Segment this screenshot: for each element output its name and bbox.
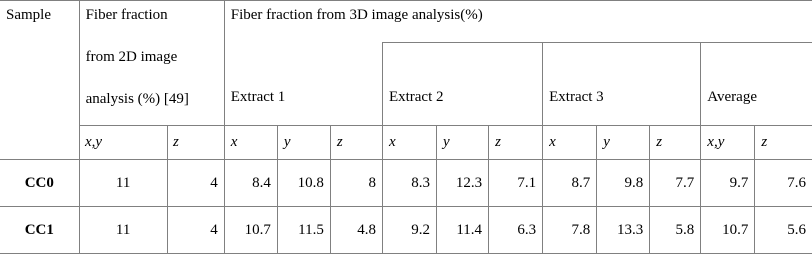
extract-3-y-value: 13.3 [597,207,650,254]
extract-3-label: Extract 3 [549,89,604,105]
extract-1-x-value: 10.7 [224,207,277,254]
sample-header [0,1,79,160]
extract-2-z-value: 6.3 [489,207,543,254]
two-d-xy-value: 11 [79,207,167,254]
two-d-xy-header: x,y [85,134,103,150]
extract-3-x-value: 8.7 [543,160,597,207]
extract-3-z-value: 7.7 [650,160,701,207]
extract-2-y-header: y [437,126,489,160]
two-d-z-value: 4 [167,160,224,207]
extract-2-z-value: 7.1 [489,160,543,207]
extract-3-x-value: 7.8 [543,207,597,254]
two-d-axis-divider [167,125,168,159]
fiber-3d-header [224,1,812,43]
table-row [0,207,812,254]
two-d-xy-value: 11 [79,160,167,207]
average-z-value: 7.6 [755,160,812,207]
extract-1-z-value: 8 [330,160,382,207]
average-z-value: 5.6 [755,207,812,254]
extract-2-x-header: x [382,126,436,160]
extract-3-z-header: z [650,126,701,160]
extract-1-z-value: 4.8 [330,207,382,254]
two-d-z-header: z [173,134,179,150]
average-label: Average [707,89,757,105]
extract-1-z-header: z [330,126,382,160]
sample-header-label: Sample [6,7,51,23]
extract-2-header [382,43,542,126]
extract-2-x-value: 9.2 [382,207,436,254]
extract-1-y-value: 10.8 [277,160,330,207]
extract-1-x-header: x [224,126,277,160]
extract-2-y-value: 11.4 [437,207,489,254]
extract-3-z-value: 5.8 [650,207,701,254]
average-xy-value: 10.7 [701,207,755,254]
extract-3-y-header: y [597,126,650,160]
extract-1-y-header: y [277,126,330,160]
two-d-axis-labels [79,125,224,159]
extract-3-header [543,43,701,126]
two-d-z-value: 4 [167,207,224,254]
extract-2-z-header: z [489,126,543,160]
extract-3-x-header: x [543,126,597,160]
average-xy-value: 9.7 [701,160,755,207]
extract-1-label: Extract 1 [230,88,286,105]
sample-name: CC1 [0,207,79,254]
fiber-2d-header-line-1: Fiber fraction [85,7,168,23]
table-row [0,160,812,207]
header-row-top [0,1,812,43]
fiber-3d-header-label: Fiber fraction from 3D image analysis(%) [230,7,483,23]
extract-2-x-value: 8.3 [382,160,436,207]
extract-1-y-value: 11.5 [277,207,330,254]
sample-name: CC0 [0,160,79,207]
average-z-header: z [755,126,812,160]
average-xy-header: x,y [701,126,755,160]
extract-1-x-value: 8.4 [224,160,277,207]
average-header [701,43,812,126]
extract-1-header [224,43,382,126]
extract-2-label: Extract 2 [388,89,444,105]
two-d-axis-topline [79,125,224,126]
fiber-2d-header-line-3: analysis (%) [49] [85,91,189,107]
extract-3-y-value: 9.8 [597,160,650,207]
fiber-2d-header-line-2: from 2D image [85,49,178,65]
extract-2-y-value: 12.3 [437,160,489,207]
